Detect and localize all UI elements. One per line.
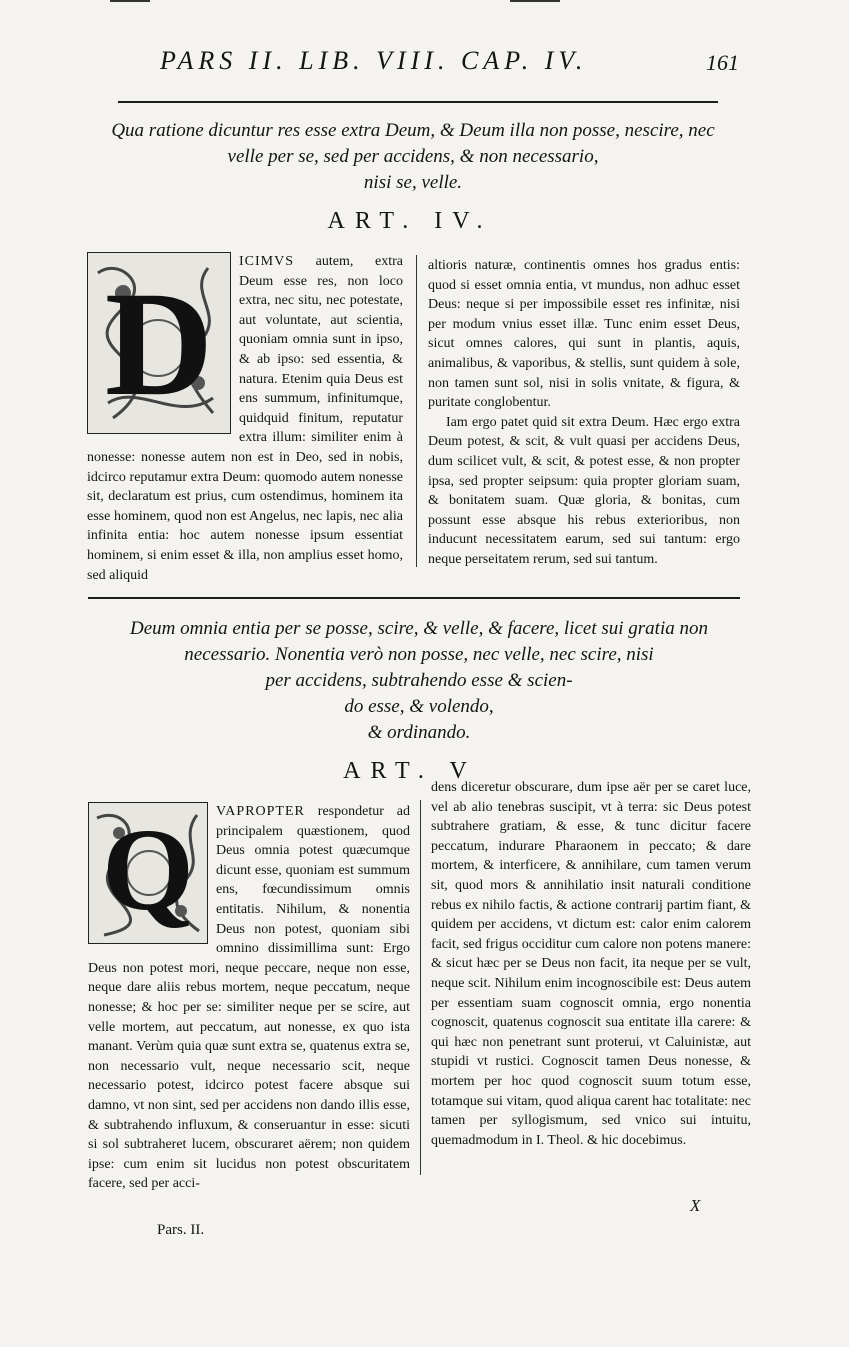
paragraph-text: respondetur ad principalem quæstionem, quod Deus omnia potest quæcumque dicunt esse, quoniam est summum ens, fœcundissimum omnis entitatis. Nihilum, & nonentia Deus non potest, quoniam sibi omnino dissimillima sunt: Ergo Deus non potest mori, neque peccare, neque non esse, neque dare aliis rebus mortem, neque peccatum, neque nonesse; & hoc per se: similiter neque per se scire, aut velle mortem, aut peccatum, aut nonesse, ex quo ista manant. Verùm quia quæ sunt extra se, quatenus extra se, non necessario vult, neque necessario scit, neque necessario potest, idcirco potest facere absque sui damno, vt non sint, sed per accidens non dando illis esse, & subtrahendo influxum, & conseruantur in esse: sicuti si sol subtraheret lucem, obscuraret aërem; non quidem ipse: cum enim sit lucidus non potest obscuritatem facere, sed per acci- bbox=[88, 804, 410, 1192]
title-line: & ordinando. bbox=[367, 722, 471, 743]
article-heading: ART. IV. bbox=[327, 208, 493, 234]
text-column-left bbox=[88, 802, 410, 1192]
title-line: necessario. Nonentia verò non posse, nec velle, nec scire, nisi bbox=[184, 644, 654, 665]
paragraph: dens diceretur obscurare, dum ipse aër per se caret luce, vel ab alio tenebras suscipit, vt à terra: sic Deus potest subtrahere gratiam, & esse, & tunc dicitur facere peccatum, indurare Pharaonem in peccato; & dare mortem, & interficere, & annihilare, cum tamen verum sit, quod mors & annihilatio insit naturali conditione rebus ex nihilo factis, & actione contrarij partim fiant, & quidem per accidens, vt dictum est: calor enim calorem facit, sed frigus occiditur cum calore non potens manere: & sicut hæc per se Deus non facit, ita neque per se vult, neque scit. Nihilum enim incognoscibile est: Deus autem per essentiam suam cognoscit omnia, ergo nonentia cognoscit, quatenus cognoscit sua entitate illa carere: & qui hæc non penetrant sunt proterui, vt Caluinistæ, aut stupidi vt rustici. Cognoscit tamen Deus nonesse, & mortem per hoc quod cognoscit suum totum esse, totamque sui vitam, quod aliqua carent hac totalitate: nec tamen per syllogismum, sed vnico sui intuitu, quemadmodum in I. Theol. & hic docebimus. bbox=[431, 780, 751, 1148]
paragraph-text: autem, extra Deum esse res, non loco extra, nec situ, nec potestate, aut voluntate, aut scientia, quoniam omnia sunt in ipso, & ab ipso: sed essentia, & natura. Etenim quia Deus est ens summum, infinitumque, quidquid finitum, reputatur extra illum: similiter enim à nonesse: nonesse autem non est in Deo, sed in nobis, idcirco reputamur extra Deum: quomodo autem nonesse sit, declaratum est prius, cum ostendimus, hominem ita esse hominem, quod non est Angelus, nec lapis, nec alia infinita entia: hoc autem nonesse ipsum essentiat hominem, si enim esset & illa, non amplius esset homo, sed aliquid bbox=[87, 254, 403, 583]
title-line: do esse, & volendo, bbox=[344, 696, 494, 717]
running-head: PARS II. LIB. VIII. CAP. IV. bbox=[160, 46, 588, 75]
signature-mark: Pars. II. bbox=[157, 1222, 205, 1238]
title-line: Qua ratione dicuntur res esse extra Deum, & Deum illa non posse, nescire, nec bbox=[111, 120, 715, 141]
text-column-left bbox=[87, 252, 403, 583]
section-title bbox=[88, 118, 738, 196]
header-rule bbox=[118, 101, 718, 103]
section-title bbox=[84, 616, 754, 746]
top-edge-mark bbox=[510, 0, 560, 2]
initial-letter: Q bbox=[102, 804, 194, 935]
title-line: velle per se, sed per accidens, & non necessario, bbox=[227, 146, 599, 167]
title-line: Deum omnia entia per se posse, scire, & velle, & facere, licet sui gratia non bbox=[130, 618, 708, 639]
article-heading: ART. V bbox=[343, 758, 477, 784]
decorated-initial bbox=[88, 802, 208, 944]
paragraph: Iam ergo patet quid sit extra Deum. Hæc ergo extra Deum potest, & scit, & vult quasi per accidens Deus, dum scilicet vult, & scit, & potest esse, & non propter ipsa, sed propter seipsum: quia propter gloriam suam, & bonitatem suam. Quæ gloria, & bonitas, cum possunt esse absque his rebus exterioribus, non inducunt necessitatem earum, sed sui tantum: ergo neque perseitatem rerum, sed sui tantum. bbox=[428, 414, 740, 567]
page-number: 161 bbox=[706, 50, 739, 75]
catchword: X bbox=[690, 1196, 701, 1215]
decorated-initial bbox=[87, 252, 231, 434]
initial-letter: D bbox=[104, 261, 214, 427]
column-divider bbox=[420, 800, 421, 1175]
first-word: VAPROPTER bbox=[216, 804, 305, 819]
first-word: ICIMVS bbox=[239, 254, 295, 269]
column-divider bbox=[416, 255, 417, 567]
top-edge-mark bbox=[110, 0, 150, 2]
text-column-right bbox=[431, 778, 751, 1178]
title-line: nisi se, velle. bbox=[363, 172, 463, 193]
title-line: per accidens, subtrahendo esse & scien- bbox=[265, 670, 573, 691]
text-column-right bbox=[428, 256, 740, 576]
paragraph: altioris naturæ, continentis omnes hos gradus entis: quod si esset omnia entia, vt mundus, non adhuc esset Deus: neque si per impossibile esset res infinitæ, nisi per modum vnius esset illæ. Tunc enim esset Deus, sicut omnes calores, qui sunt in plantis, aquis, animalibus, & vaporibus, & stellis, sunt quidem à sole, non tamen sunt sol, nisi in solis vnitate, & figura, & puritate conglobentur. bbox=[428, 258, 740, 411]
section-rule bbox=[88, 597, 740, 599]
